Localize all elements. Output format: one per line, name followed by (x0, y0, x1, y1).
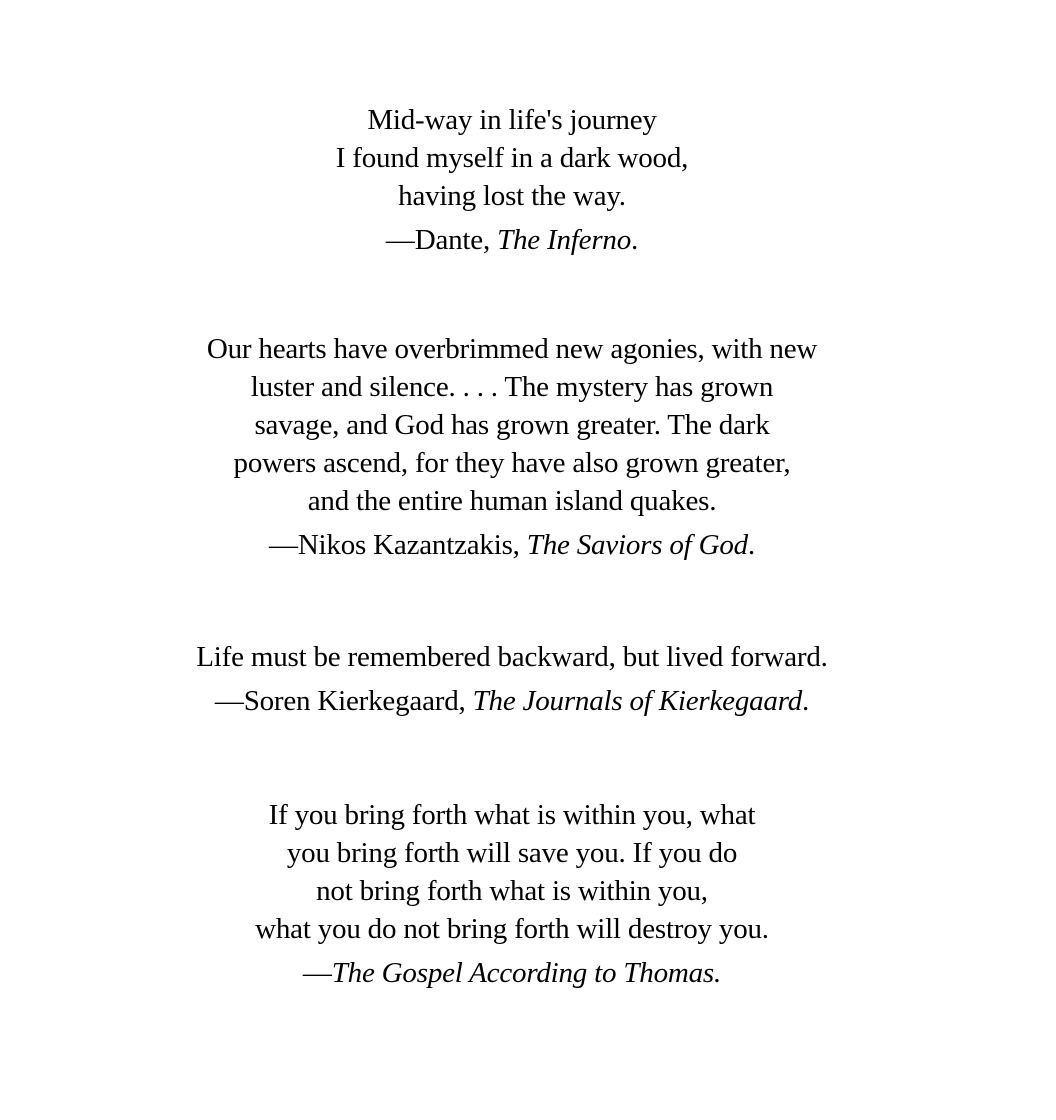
epigraph-line: Mid-way in life's journey (367, 104, 657, 136)
epigraph-line: what you do not bring forth will destroy you. (255, 913, 769, 945)
epigraph-line: savage, and God has grown greater. The dark (254, 409, 770, 441)
epigraph-attribution (0, 954, 1024, 992)
epigraph-line: powers ascend, for they have also grown greater, (233, 447, 791, 479)
epigraph-line: Life must be remembered backward, but lived forward. (196, 641, 828, 673)
attribution-suffix: . (802, 685, 810, 717)
epigraph-line: not bring forth what is within you, (316, 875, 708, 907)
attribution-suffix: . (747, 529, 755, 561)
attribution-author: —Soren Kierkegaard, (214, 685, 473, 717)
epigraph-attribution (0, 526, 1024, 564)
attribution-suffix: . (714, 957, 722, 989)
epigraph-gospel-thomas (0, 796, 1024, 992)
epigraph-line: I found myself in a dark wood, (335, 142, 689, 174)
epigraph-line: and the entire human island quakes. (307, 485, 717, 517)
attribution-author: —Dante, (385, 224, 498, 256)
epigraph-attribution (0, 682, 1024, 720)
epigraph-dante (0, 101, 1024, 259)
attribution-author: —Nikos Kazantzakis, (269, 529, 527, 561)
attribution-work-title: The Gospel According to Thomas (331, 957, 715, 989)
epigraph-line: luster and silence. . . . The mystery has grown (250, 371, 774, 403)
attribution-author: — (302, 957, 332, 989)
epigraph-line: If you bring forth what is within you, what (268, 799, 756, 831)
attribution-work-title: The Journals of Kierkegaard (472, 685, 803, 717)
epigraph-kierkegaard (0, 638, 1024, 720)
attribution-work-title: The Saviors of God (526, 529, 748, 561)
epigraph-line: you bring forth will save you. If you do (286, 837, 738, 869)
attribution-work-title: The Inferno (497, 224, 631, 256)
epigraph-attribution (0, 221, 1024, 259)
epigraph-kazantzakis (0, 330, 1024, 564)
epigraph-line: having lost the way. (398, 180, 626, 212)
epigraph-line: Our hearts have overbrimmed new agonies, with new (206, 333, 818, 365)
attribution-suffix: . (631, 224, 639, 256)
